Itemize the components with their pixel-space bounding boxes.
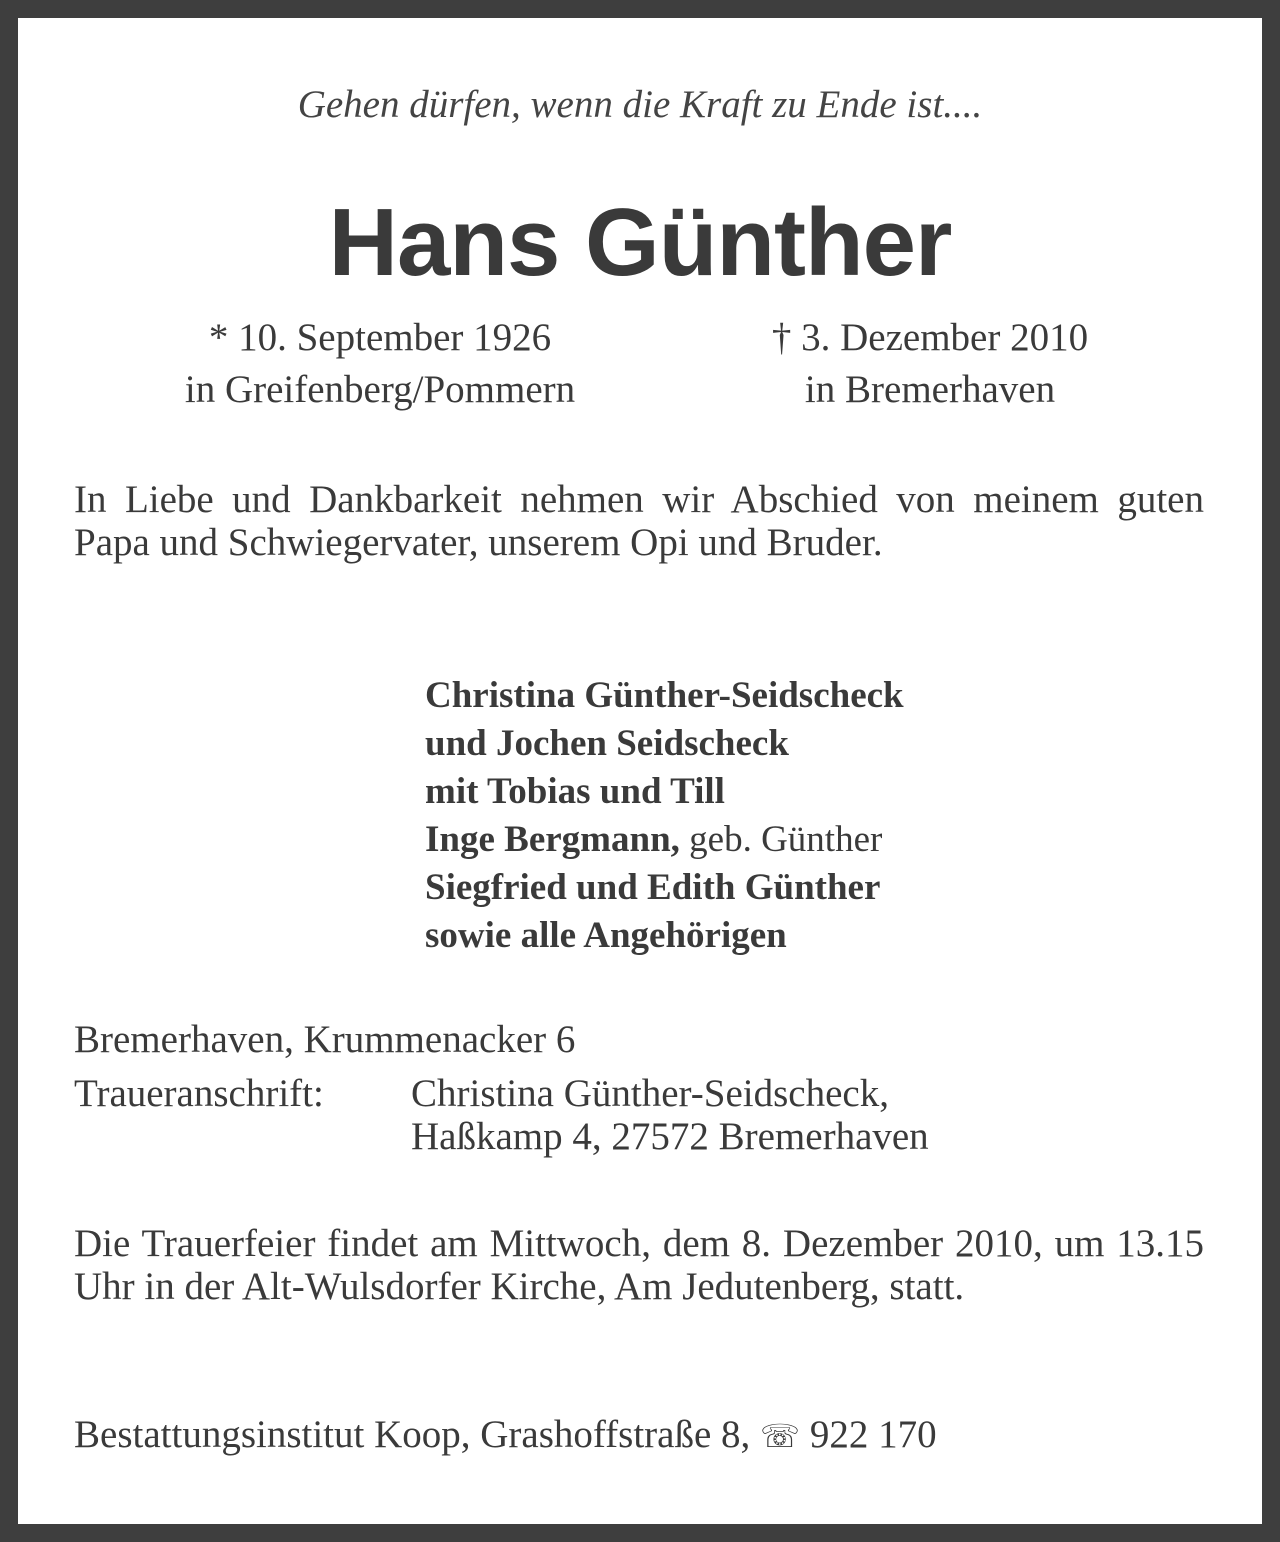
- mourning-address-label: Traueranschrift:: [74, 1072, 324, 1115]
- deceased-name: Hans Günther: [328, 189, 952, 296]
- signer-name: mit Tobias und Till: [425, 771, 725, 812]
- funeral-home-phone: 922 170: [809, 1413, 937, 1456]
- birth-place: in Greifenberg/Pommern: [184, 368, 576, 411]
- farewell-text: In Liebe und Dankbarkeit nehmen wir Abschied von meinem guten Papa und Schwiegervater, unserem Opi und Bruder.: [74, 478, 1204, 564]
- signer-line: [425, 672, 904, 720]
- funeral-home-text: Bestattungsinstitut Koop, Grashoffstraße 8,: [74, 1413, 751, 1456]
- funeral-home: [74, 1412, 937, 1457]
- signer-name: Christina Günther-Seidscheck: [425, 675, 904, 716]
- signer-line: [425, 816, 904, 864]
- mourning-address-line2: Haßkamp 4, 27572 Bremerhaven: [411, 1115, 929, 1158]
- birth-date: * 10. September 1926: [208, 316, 552, 359]
- signer-name: Siegfried und Edith Günther: [425, 867, 881, 908]
- signer-note: geb. Günther: [679, 819, 883, 860]
- signer-name: sowie alle Angehörigen: [425, 915, 787, 956]
- death-date: † 3. Dezember 2010: [771, 316, 1089, 359]
- mourning-address-line1: Christina Günther-Seidscheck,: [411, 1072, 889, 1115]
- signer-line: [425, 864, 904, 912]
- phone-icon: ☏: [760, 1417, 801, 1455]
- signer-line: [425, 912, 904, 960]
- signer-line: [425, 720, 904, 768]
- home-address: Bremerhaven, Krummenacker 6: [74, 1018, 576, 1061]
- signer-name: Inge Bergmann,: [425, 819, 680, 860]
- signers-list: [425, 672, 904, 960]
- motto: Gehen dürfen, wenn die Kraft zu Ende ist....: [297, 83, 983, 126]
- service-info: Die Trauerfeier findet am Mittwoch, dem 8. Dezember 2010, um 13.15 Uhr in der Alt-Wulsdorfer Kirche, Am Jedutenberg, statt.: [74, 1222, 1204, 1308]
- signer-line: [425, 768, 904, 816]
- death-place: in Bremerhaven: [804, 368, 1056, 411]
- death-info: [680, 312, 1180, 416]
- birth-info: [100, 312, 660, 416]
- signer-name: und Jochen Seidscheck: [425, 723, 789, 764]
